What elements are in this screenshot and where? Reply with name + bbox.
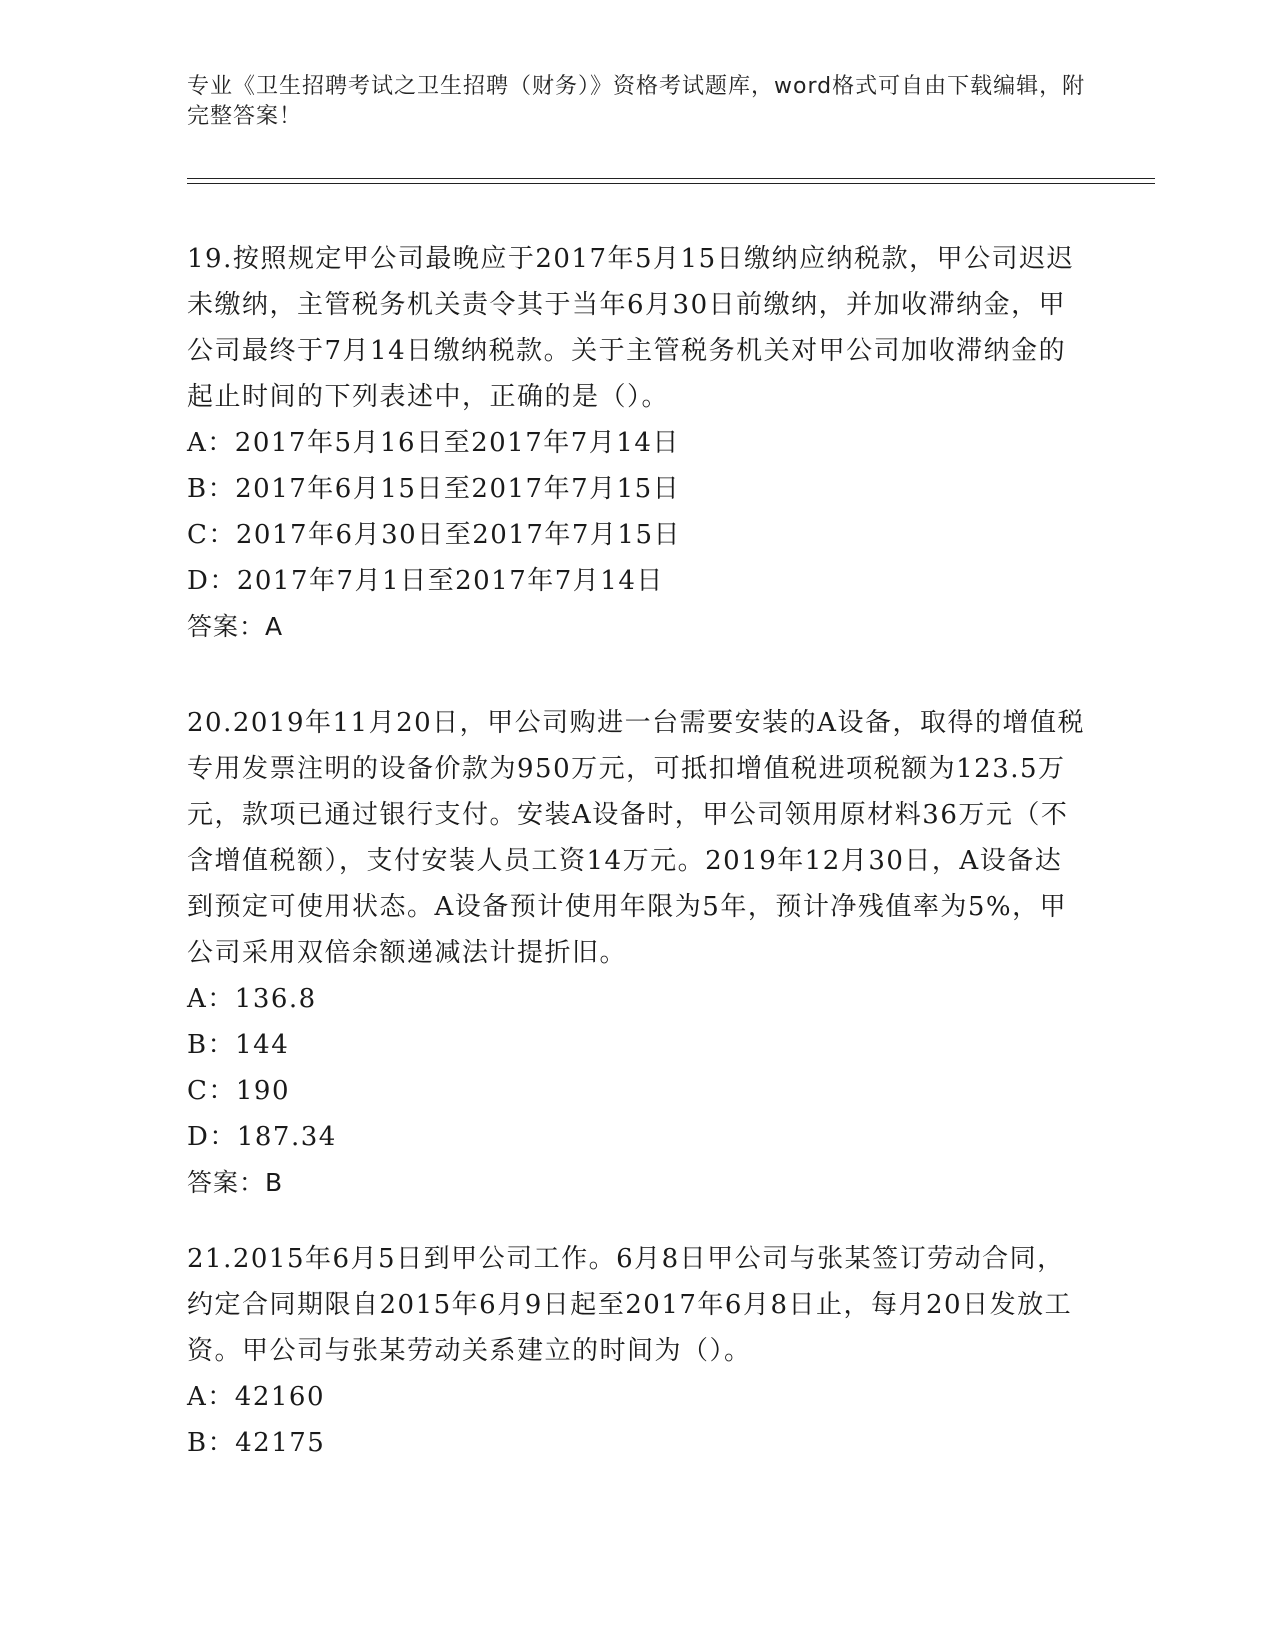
question-stem: 19.按照规定甲公司最晚应于2017年5月15日缴纳应纳税款，甲公司迟迟未缴纳，主管税务机关责令其于当年6月30日前缴纳，并加收滞纳金，甲公司最终于7月14日缴纳税款。关于主管税务机关对甲公司加收滞纳金的起止时间的下列表述中，正确的是（）。 — [187, 244, 1075, 412]
option-b: B：2017年6月15日至2017年7月15日 — [187, 474, 681, 504]
option-a: A：136.8 — [187, 984, 317, 1014]
document-header: 专业《卫生招聘考试之卫生招聘（财务）》资格考试题库，word格式可自由下载编辑，附完整答案！ — [187, 74, 1086, 129]
header-divider-bottom — [187, 183, 1155, 184]
option-c: C：2017年6月30日至2017年7月15日 — [187, 520, 681, 550]
option-a: A：2017年5月16日至2017年7月14日 — [187, 428, 680, 458]
option-b: B：144 — [187, 1030, 290, 1060]
question-stem: 21.2015年6月5日到甲公司工作。6月8日甲公司与张某签订劳动合同，约定合同期限自2015年6月9日起至2017年6月8日止，每月20日发放工资。甲公司与张某劳动关系建立的时间为（）。 — [187, 1244, 1073, 1366]
question-stem: 20.2019年11月20日，甲公司购进一台需要安装的A设备，取得的增值税专用发票注明的设备价款为950万元，可抵扣增值税进项税额为123.5万元，款项已通过银行支付。安装A设备时，甲公司领用原材料36万元（不含增值税额），支付安装人员工资14万元。2019年12月30日，A设备达到预定可使用状态。A设备预计使用年限为5年，预计净残值率为5%，甲公司采用双倍余额递减法计提折旧。 — [187, 708, 1085, 968]
option-b: B：42175 — [187, 1428, 326, 1458]
option-c: C：190 — [187, 1076, 291, 1106]
answer-line: 答案：B — [187, 1168, 284, 1197]
question-19 — [187, 236, 1087, 650]
header-divider-top — [187, 178, 1155, 179]
question-21 — [187, 1236, 1087, 1466]
option-a: A：42160 — [187, 1382, 325, 1412]
answer-line: 答案：A — [187, 612, 284, 641]
option-d: D：187.34 — [187, 1122, 337, 1152]
question-20 — [187, 700, 1087, 1206]
option-d: D：2017年7月1日至2017年7月14日 — [187, 566, 664, 596]
